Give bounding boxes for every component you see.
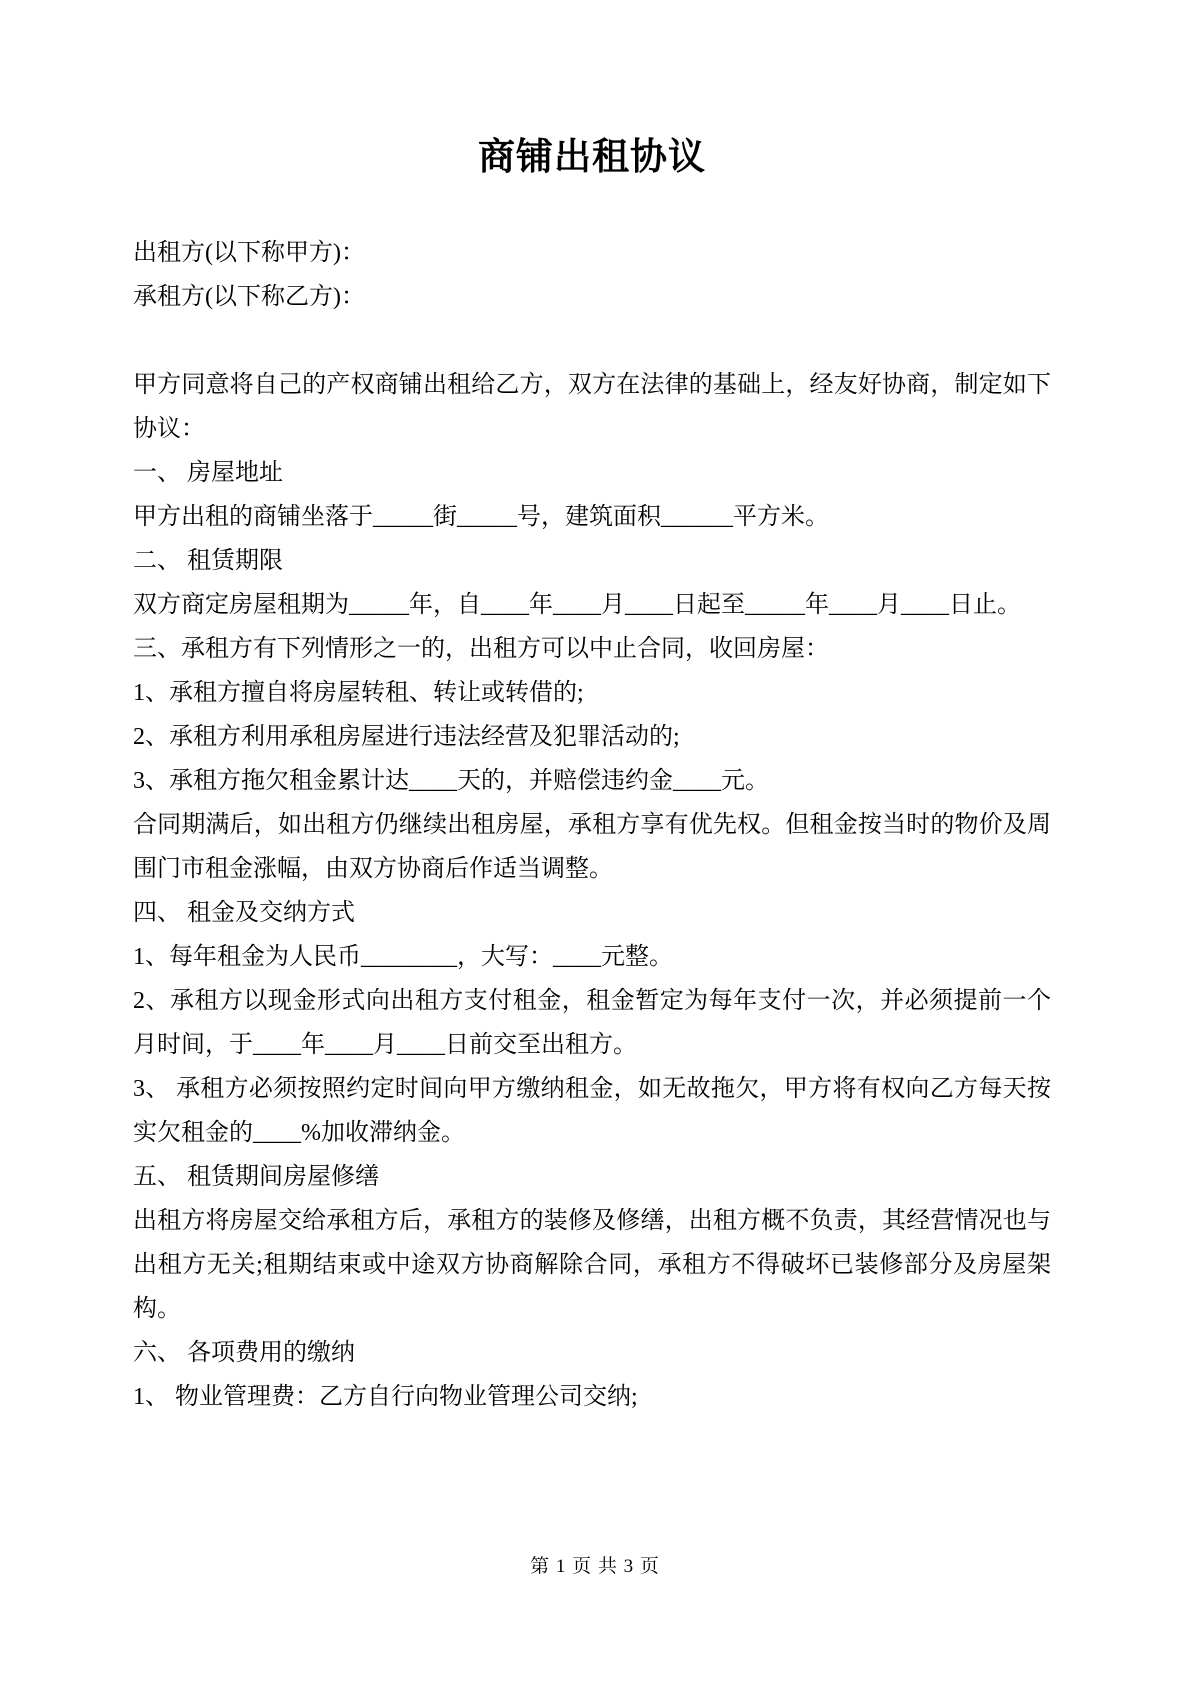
paragraph: 一、 房屋地址 [133, 460, 283, 486]
paragraph: 出租方将房屋交给承租方后，承租方的装修及修缮，出租方概不负责，其经营情况也与出租方无关;租期结束或中途双方协商解除合同，承租方不得破坏已装修部分及房屋架构。 [133, 1208, 1051, 1322]
paragraph: 1、每年租金为人民币________，大写：____元整。 [133, 944, 673, 970]
document-title: 商铺出租协议 [478, 137, 706, 178]
paragraph: 双方商定房屋租期为_____年，自____年____月____日起至_____年____月____日止。 [133, 592, 1021, 618]
paragraph: 五、 租赁期间房屋修缮 [133, 1164, 379, 1190]
paragraph: 2、承租方以现金形式向出租方支付租金，租金暂定为每年支付一次，并必须提前一个月时间，于____年____月____日前交至出租方。 [133, 988, 1051, 1058]
paragraph: 1、 物业管理费：乙方自行向物业管理公司交纳; [133, 1384, 638, 1410]
paragraph: 甲方出租的商铺坐落于_____街_____号，建筑面积______平方米。 [133, 504, 829, 530]
paragraph: 3、 承租方必须按照约定时间向甲方缴纳租金，如无故拖欠，甲方将有权向乙方每天按实欠租金的____%加收滞纳金。 [133, 1076, 1051, 1146]
blank-line [133, 319, 1051, 363]
paragraph: 承租方(以下称乙方)： [133, 284, 365, 310]
document-content [133, 0, 1051, 1419]
paragraph: 甲方同意将自己的产权商铺出租给乙方，双方在法律的基础上，经友好协商，制定如下协议： [133, 372, 1051, 442]
paragraph: 2、承租方利用承租房屋进行违法经营及犯罪活动的; [133, 724, 680, 750]
paragraph: 出租方(以下称甲方)： [133, 240, 365, 266]
paragraph: 六、 各项费用的缴纳 [133, 1340, 355, 1366]
paragraph: 3、承租方拖欠租金累计达____天的，并赔偿违约金____元。 [133, 768, 769, 794]
document-body [133, 231, 1051, 1419]
paragraph: 1、承租方擅自将房屋转租、转让或转借的; [133, 680, 584, 706]
paragraph: 合同期满后，如出租方仍继续出租房屋，承租方享有优先权。但租金按当时的物价及周围门市租金涨幅，由双方协商后作适当调整。 [133, 812, 1051, 882]
page-footer: 第 1 页 共 3 页 [530, 1556, 660, 1577]
paragraph: 四、 租金及交纳方式 [133, 900, 355, 926]
paragraph: 二、 租赁期限 [133, 548, 283, 574]
paragraph: 三、承租方有下列情形之一的，出租方可以中止合同，收回房屋： [133, 636, 829, 662]
